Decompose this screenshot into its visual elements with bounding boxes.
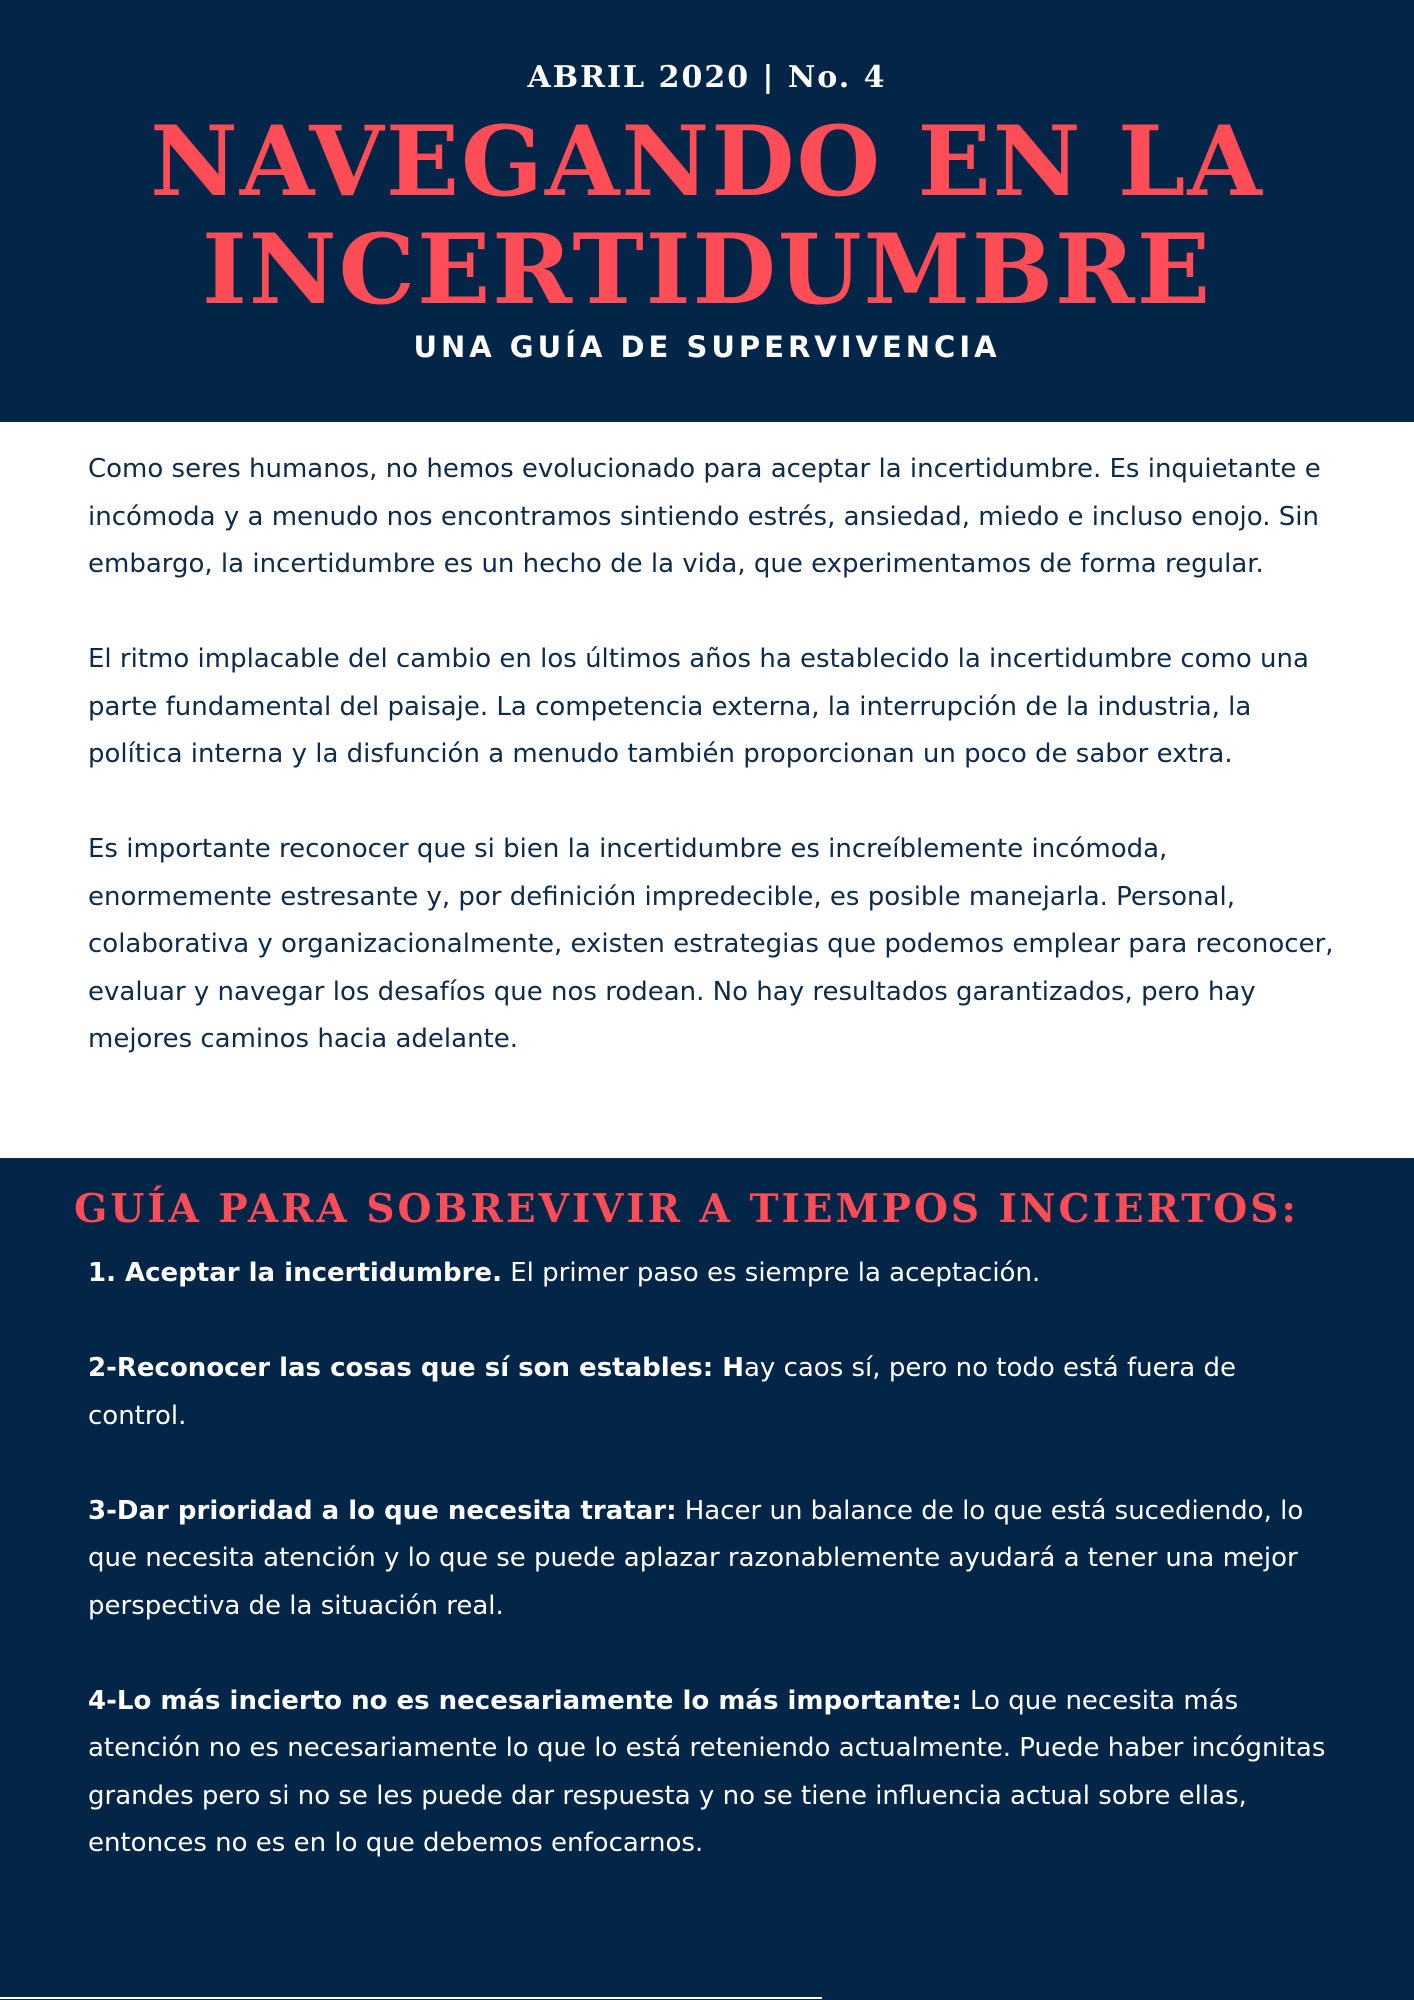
guide-section — [0, 1158, 1414, 2000]
guide-item-heading: 4-Lo más incierto no es necesariamente lo más importante: — [88, 1685, 962, 1716]
header-banner — [0, 0, 1414, 422]
guide-item-heading: 1. Aceptar la incertidumbre. — [88, 1258, 502, 1288]
guide-item-text: El primer paso es siempre la aceptación. — [501, 1258, 1041, 1288]
title-line-2: INCERTIDUMBRE — [202, 213, 1212, 326]
page-subtitle: UNA GUÍA DE SUPERVIVENCIA — [413, 330, 1001, 364]
guide-title: GUÍA PARA SOBREVIVIR A TIEMPOS INCIERTOS: — [74, 1186, 1299, 1232]
intro-section — [88, 446, 1338, 1064]
issue-date: ABRIL 2020 | No. 4 — [527, 60, 887, 95]
intro-paragraph-2: El ritmo implacable del cambio en los últimos años ha establecido la incertidumbre como una parte fundamental del paisaje. La competencia externa, la interrupción de la industria, la política interna y la disfunción a menudo también proporcionan un poco de sabor extra. — [88, 644, 1309, 769]
guide-item-heading: 2-Reconocer las cosas que sí son estables: H — [88, 1353, 744, 1383]
page-title — [0, 105, 1414, 326]
intro-paragraph-1: Como seres humanos, no hemos evolucionado para aceptar la incertidumbre. Es inquietante e incómoda y a menudo nos encontramos sintiendo estrés, ansiedad, miedo e incluso enojo. Sin embargo, la incertidumbre es un hecho de la vida, que experimentamos de forma regular. — [88, 454, 1321, 579]
guide-item-text: Hacer un balance de lo que está sucediendo, lo que necesita atención y lo que se puede aplazar razonablemente ayudará a tener una mejor perspectiva de la situación real. — [88, 1495, 1304, 1621]
guide-item-text: ay caos sí, pero no todo está fuera de control. — [88, 1353, 1236, 1431]
title-line-1: NAVEGANDO EN LA — [150, 105, 1264, 218]
intro-paragraph-3: Es importante reconocer que si bien la incertidumbre es increíblemente incómoda, enormemente estresante y, por definición impredecible, es posible manejarla. Personal, colaborativa y organizacionalmente, existen estrategias que podemos emplear para reconocer, evaluar y navegar los desafíos que nos rodean. No hay resultados garantizados, pero hay mejores caminos hacia adelante. — [88, 834, 1334, 1054]
guide-item-1 — [88, 1250, 1328, 1298]
guide-item-4 — [88, 1678, 1328, 1868]
guide-item-2 — [88, 1345, 1328, 1440]
guide-list — [88, 1250, 1328, 1868]
guide-item-text: Lo que necesita más atención no es necesariamente lo que lo está reteniendo actualmente. Puede haber incógnitas grandes pero si no se les puede dar respuesta y no se tiene influencia actual sobre ellas, entonces no es en lo que debemos enfocarnos. — [88, 1685, 1326, 1858]
guide-item-3 — [88, 1488, 1328, 1631]
bottom-divider — [0, 1997, 822, 1999]
guide-item-heading: 3-Dar prioridad a lo que necesita tratar: — [88, 1495, 677, 1526]
